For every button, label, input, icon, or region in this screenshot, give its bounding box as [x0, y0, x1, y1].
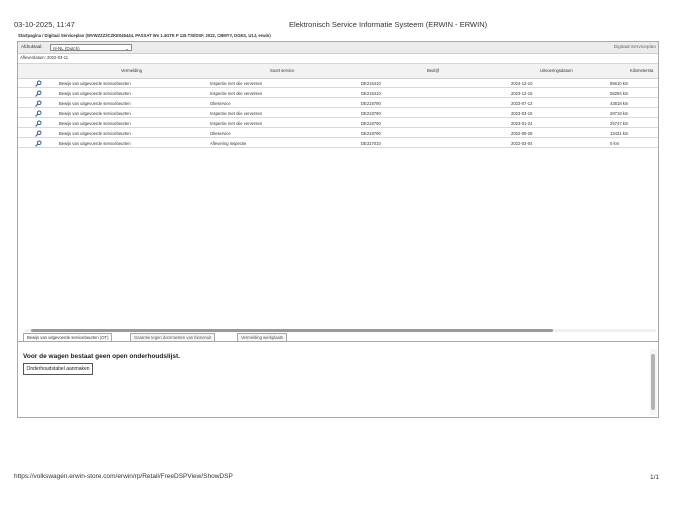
table-header [18, 63, 658, 79]
language-label: Afdruktaal: [21, 44, 43, 49]
print-date: 03-10-2025, 11:47 [14, 20, 75, 29]
tab-divider [18, 341, 658, 342]
magnifier-icon[interactable] [35, 100, 42, 107]
column-header-company[interactable]: Bedrijf [427, 68, 439, 73]
cell-company: DE215410 [361, 81, 381, 86]
panel-title: Digitaal Serviceplan [613, 45, 656, 50]
table-row[interactable] [18, 139, 658, 148]
create-maintenance-table-button[interactable]: Onderhoudstabel aanmaken [23, 363, 93, 375]
magnifier-icon[interactable] [35, 120, 42, 127]
cell-service-type: Inspectie met olie verversen [210, 81, 263, 86]
cell-date: 2022-03-04 [511, 141, 533, 146]
magnifier-icon[interactable] [35, 140, 42, 147]
service-plan-frame [17, 41, 659, 418]
cell-service-type: Inspectie met olie verversen [210, 121, 263, 126]
horizontal-scrollbar[interactable] [25, 328, 656, 333]
cell-entry: Bewijs van uitgevoerde servicebeurten [59, 91, 131, 96]
tab-service-proof[interactable]: Bewijs van uitgevoerde servicebeurten (OT) [23, 333, 112, 341]
cell-service-type: Inspectie met olie verversen [210, 91, 263, 96]
cell-service-type: Olieservice [210, 131, 231, 136]
cell-mileage: 0 km [610, 141, 620, 146]
magnifier-icon[interactable] [35, 90, 42, 97]
cell-service-type: Inspectie met olie verversen [210, 111, 263, 116]
cell-entry: Bewijs van uitgevoerde servicebeurten [59, 81, 131, 86]
delivery-date: Afleverdatum: 2022-03-11 [20, 55, 69, 60]
tab-workshop-note[interactable]: Vermelding werkplaats [237, 333, 287, 341]
scrollbar-thumb[interactable] [651, 354, 655, 410]
cell-date: 2023-01-24 [511, 121, 533, 126]
cell-company: DE215410 [361, 91, 381, 96]
cell-company: DE218790 [361, 131, 381, 136]
cell-service-type: Aflevering inspectie [210, 141, 247, 146]
column-header-service-type[interactable]: Soort service [270, 68, 295, 73]
cell-mileage: 28718 km [610, 111, 629, 116]
cell-date: 2022-09-28 [511, 131, 533, 136]
vertical-scrollbar[interactable] [650, 349, 657, 415]
cell-company: DE218790 [361, 111, 381, 116]
table-row[interactable] [18, 99, 658, 108]
cell-mileage: 58284 km [610, 91, 629, 96]
table-row[interactable] [18, 89, 658, 98]
breadcrumb[interactable]: Startpagina / Digitaal Serviceplan (WVWZZZ3CZKE045444, PASSAT Ws 1.4GTE P 115 TSI/DSF, 2022, CBMYY, DGES, U1J, erwin) [18, 33, 271, 38]
chevron-down-icon: ⌄ [125, 45, 129, 51]
cell-date: 2024-12-10 [511, 81, 533, 86]
no-open-list-message: Voor de wagen bestaat geen open onderhoudslijst. [23, 353, 180, 360]
table-row[interactable] [18, 79, 658, 88]
cell-entry: Bewijs van uitgevoerde servicebeurten [59, 121, 131, 126]
table-row[interactable] [18, 119, 658, 128]
table-row[interactable] [18, 129, 658, 138]
table-row[interactable] [18, 109, 658, 118]
magnifier-icon[interactable] [35, 130, 42, 137]
cell-mileage: 43818 km [610, 101, 629, 106]
cell-entry: Bewijs van uitgevoerde servicebeurten [59, 141, 131, 146]
cell-entry: Bewijs van uitgevoerde servicebeurten [59, 101, 131, 106]
cell-entry: Bewijs van uitgevoerde servicebeurten [59, 131, 131, 136]
cell-company: DE317010 [361, 141, 381, 146]
language-value: nl-NL (Dutch) [53, 45, 80, 51]
page-number: 1/1 [650, 474, 660, 481]
column-header-vermelding[interactable]: Vermelding [121, 68, 142, 73]
cell-date: 2023-03-15 [511, 111, 533, 116]
cell-date: 2023-07-12 [511, 101, 533, 106]
cell-date: 2023-12-15 [511, 91, 533, 96]
cell-service-type: Olieservice [210, 101, 231, 106]
app-title: Elektronisch Service Informatie Systeem (ERWIN - ERWIN) [289, 20, 488, 29]
cell-company: DE218790 [361, 101, 381, 106]
cell-company: DE218790 [361, 121, 381, 126]
column-header-date[interactable]: Uitvoeringsdatum [540, 68, 573, 73]
cell-entry: Bewijs van uitgevoerde servicebeurten [59, 111, 131, 116]
tab-rust-warranty[interactable]: Garantie tegen doorroesten van binnenuit [130, 333, 215, 341]
scrollbar-thumb[interactable] [31, 329, 553, 332]
language-select[interactable] [50, 44, 132, 51]
toolbar [18, 42, 658, 54]
cell-mileage: 13431 km [610, 131, 629, 136]
page-url: https://volkswagen.erwin-store.com/erwin/rp/Retail/FreeDSPView/ShowDSP [14, 473, 233, 480]
cell-mileage: 85610 km [610, 81, 629, 86]
magnifier-icon[interactable] [35, 80, 42, 87]
cell-mileage: 25747 km [610, 121, 629, 126]
column-header-mileage[interactable]: Kilometersta [630, 68, 654, 73]
magnifier-icon[interactable] [35, 110, 42, 117]
